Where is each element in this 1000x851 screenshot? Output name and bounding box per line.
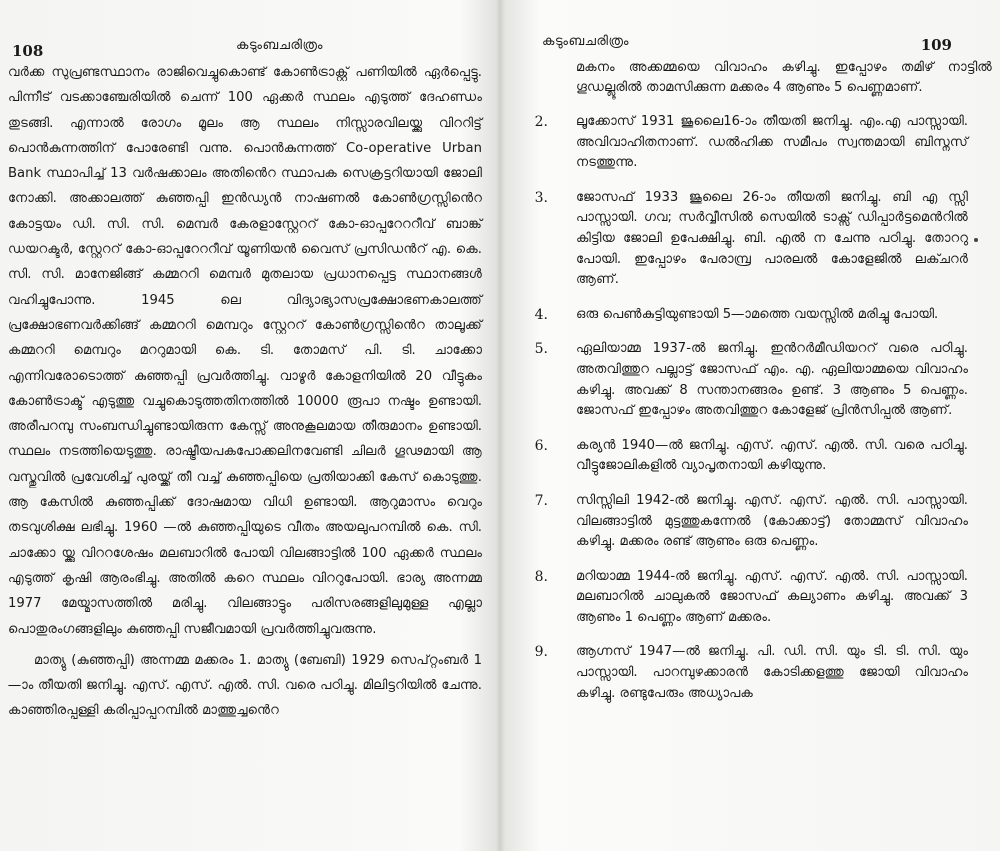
list-item-number: 9. — [534, 644, 548, 661]
list-item-text: ലൂക്കോസ് 1931 ജൂലൈ16-ാം തീയതി ജനിച്ചു. എം.എ പാസ്സായി. അവിവാഹിതനാണ്. ഡൽഹിക്ക സമീപം സ്വന്തമായി ബിസ്നസ് നടത്തുന്നു. — [576, 114, 968, 171]
list-item-text: കര്യൻ 1940—ൽ ജനിച്ചു. എസ്. എസ്. എൽ. സി. വരെ പഠിച്ചു. വീട്ടുജോലികളിൽ വ്യാപൃതനായി കഴിയുന്നു. — [576, 437, 968, 474]
list-item-text: ഏലിയാമ്മ 1937-ൽ ജനിച്ചു. ഇൻറർമീഡിയററ് വരെ പഠിച്ചു. അതവിത്തുറ പല്ലാട്ട് ജോസഫ് എം. എ. ഏലിയാമ്മയെ വിവാഹം കഴിച്ചു. അവക്ക് 8 സന്താനങ്ങരം ഉണ്ട്. 3 ആണും 5 പെണ്ണം. ജോസഫ് ഇപ്പോഴം അതവിത്തുറ കോളേജ് പ്രിൻസിപ്പൽ ആണ്. — [576, 341, 968, 419]
list-item-number: 3. — [534, 189, 548, 206]
left-page-header — [8, 0, 482, 60]
list-item — [512, 305, 992, 326]
list-item-text: ജോസഫ് 1933 ജൂലൈ 26-ാം തീയതി ജനിച്ചു. ബി എ സ്സി പാസ്സായി. ഗവ; സർവ്വീസിൽ സെയിൽ ടാക്സ് ഡിപ്പാർട്ടമെൻറിൽ കിട്ടിയ ജോലി ഉപേക്ഷിച്ചു. ബി. എൽ ന ചേന്നു പഠിച്ചു. തോററു പോയി. ഇപ്പോഴം പേരാമ്പ്ര പാരലൽ കോളേജിൽ ലക്ചറർ ആണ്. — [576, 189, 968, 288]
list-item-number: 5. — [534, 341, 548, 358]
list-item-text: സിസ്സിലി 1942-ൽ ജനിച്ചു. എസ്. എസ്. എൽ. സി. പാസ്സായി. വിലങ്ങാട്ടിൽ മുട്ടത്തുകന്നേൽ (കോക്കാട്ട്) തോമ്മസ് വിവാഹം കഴിച്ചു. മക്കരം രണ്ട് ആണും ഒരു പെണ്ണം. — [576, 492, 968, 550]
body-paragraph: വർക്ക സുപ്രണ്ടസ്ഥാനം രാജിവെച്ചുകൊണ്ട് കോൺട്രാക്റ്റ് പണിയിൽ ഏർപ്പെട്ടു. പിന്നീട് വടക്കാഞ്ചേരിയിൽ ചെന്ന് 100 ഏക്കർ സ്ഥലം എടുത്ത് ദേഹണ്ഡം തുടങ്ങി. എന്നാൽ രോഗം മൂലം ആ സ്ഥലം നിസ്സാരവിലയ്ക്കു വിററിട്ട് പൊൻകുന്നത്തിന് പോരേണ്ടി വന്നു. പൊൻകുന്നത്ത് Co-operative Urban Bank സ്ഥാപിച്ച് 13 വർഷക്കാലം അതിൻെറ സ്ഥാപക സെക്രട്ടറിയായി ജോലി നോക്കി. അക്കാലത്ത് കുഞ്ഞപ്പി ഇൻഡ്യൻ നാഷണൽ കോൺഗ്രസ്സിൻെറ കോട്ടയം ഡി. സി. സി. മെമ്പർ കേരളാസ്റ്റേററ് കോ-ഓപ്പറേററീവ് ബാങ്ക് ഡയറക്ടർ, സ്റ്റേററ് കോ-ഓപ്പറേററീവ് യൂണിയൻ വൈസ് പ്രസിഡൻറ് എ. കെ. സി. സി. മാനേജിങ്ങ് കമ്മററി മെമ്പർ മുതലായ പ്രധാനപ്പെട്ട സ്ഥാനങ്ങൾ വഹിച്ചുപോന്നു. 1945 ലെ വിദ്യാഭ്യാസപ്രക്ഷോഭണകാലത്ത് പ്രക്ഷോഭണവർക്കിങ്ങ് കമ്മററി മെമ്പറും സ്റ്റേററ് കോൺഗ്രസ്സിൻെറ താലൂക്ക് കമ്മററി മെമ്പറും മററുമായി കെ. ടി. തോമസ് പി. ടി. ചാക്കോ എന്നിവരോടൊത്ത് കുഞ്ഞപ്പി പ്രവർത്തിച്ചു. വാഴൂർ കോളനിയിൽ 20 വീട്ടുകം കോൺട്രാക്ട് എടുത്തു വച്ചുകൊടുത്തതിനത്തിൽ 10000 രൂപാ നഷ്ടം ഉണ്ടായി. അരീപറമ്പു സംബന്ധിച്ചുണ്ടായിരുന്ന കേസ്സ് അനുകൂലമായ തീരുമാനം ഉണ്ടായി. സ്ഥലം നടത്തിയെടുത്തു. രാഷ്ട്രീയപകപോക്കലിനവേണ്ടി ചിലർ ഗൂഢമായി ആ വസ്തുവിൽ പ്രവേശിച്ച് പുരയ്ക്ക് തീ വച്ച് കുഞ്ഞപ്പിയെ പ്രതിയാക്കി കേസ് കൊടുത്തു. ആ കേസിൽ കുഞ്ഞപ്പിക്ക് ദോഷമായ വിധി ഉണ്ടായി. ആറുമാസം വെറും തടവുശിക്ഷ ലഭിച്ചു. 1960 —ൽ കുഞ്ഞപ്പിയുടെ വീതം അയലുപറമ്പിൽ കെ. സി. ചാക്കോ യ്ക്കു വിററശേഷം മലബാറിൽ പോയി വിലങ്ങാട്ടിൽ 100 ഏക്കർ സ്ഥലം എടുത്ത് കൃഷി ആരംഭിച്ചു. അതിൽ കറെ സ്ഥലം വിററുപോയി. ഭാര്യ അന്നമ്മ 1977 മേയ്മാസത്തിൽ മരിച്ചു. വിലങ്ങാട്ടും പരിസരങ്ങളിലുമുള്ള എല്ലാ പൊതുരംഗങ്ങളിലും കുഞ്ഞപ്പി സജീവമായി പ്രവർത്തിച്ചുവരുന്നു. — [8, 65, 482, 637]
right-page-header — [512, 0, 992, 58]
list-item — [512, 339, 992, 421]
left-page-body — [8, 60, 482, 724]
list-item-text: ഒരു പെൺകുട്ടിയുണ്ടായി 5—ാമത്തെ വയസ്സിൽ മരിച്ചു പോയി. — [576, 306, 939, 322]
list-item-number: 7. — [534, 492, 548, 509]
running-head-left: കടുംബചരിത്രം — [236, 38, 323, 53]
running-head-right: കടുംബചരിത്രം — [542, 34, 629, 49]
continued-paragraph: മകനം അക്കമ്മയെ വിവാഹം കഴിച്ചു. ഇപ്പോഴം തമിഴ് നാട്ടിൽ ഗൂഡല്ലൂരിൽ താമസിക്കുന്ന മക്കരം 4 ആണും 5 പെണ്ണമാണ്. — [576, 60, 992, 95]
list-item-number: 8. — [534, 568, 548, 585]
list-item-number: 4. — [534, 306, 548, 323]
list-item — [512, 112, 992, 174]
list-item-text: മറിയാമ്മ 1944-ൽ ജനിച്ചു. എസ്. എസ്. എൽ. സി. പാസ്സായി. മലബാറിൽ ചാലുകൽ ജോസഫ് കല്യാണം കഴിച്ചു. അവക്ക് 3 ആണും 1 പെണ്ണം ആണ് മക്കരം. — [576, 568, 968, 625]
list-item-number: 6. — [534, 437, 548, 454]
list-item — [512, 188, 992, 291]
list-item — [512, 642, 992, 704]
children-list — [512, 112, 992, 704]
body-paragraph: മാത്യു (കുഞ്ഞപ്പി) അന്നമ്മ മക്കരം 1. മാത്യു (ബേബി) 1929 സെപ്റ്റംബർ 1—ാം തീയതി ജനിച്ചു. എസ്. എസ്. എൽ. സി. വരെ പഠിച്ചു. മിലിട്ടറിയിൽ ചേന്നു. കാഞ്ഞിരപ്പള്ളി കരിപ്പാപ്പറമ്പിൽ മാത്തുച്ചൻെറ — [8, 652, 482, 719]
page-number-left: 108 — [12, 42, 44, 60]
print-speck — [974, 238, 978, 242]
list-item-number: 2. — [534, 114, 548, 130]
page-number-right: 109 — [920, 36, 952, 54]
list-item — [512, 567, 992, 629]
right-page — [500, 0, 1000, 851]
list-item-text: ആഗ്നസ് 1947—ൽ ജനിച്ചു. പി. ഡി. സി. യും ടി. ടി. സി. യും പാസ്സായി. പാറമ്പുഴക്കാരൻ കോടിക്കളത്തു ജോയി വിവാഹം കഴിച്ചു. രണ്ടുപേരും അധ്യാപക — [576, 644, 968, 701]
list-item — [512, 436, 992, 477]
list-item — [512, 491, 992, 553]
